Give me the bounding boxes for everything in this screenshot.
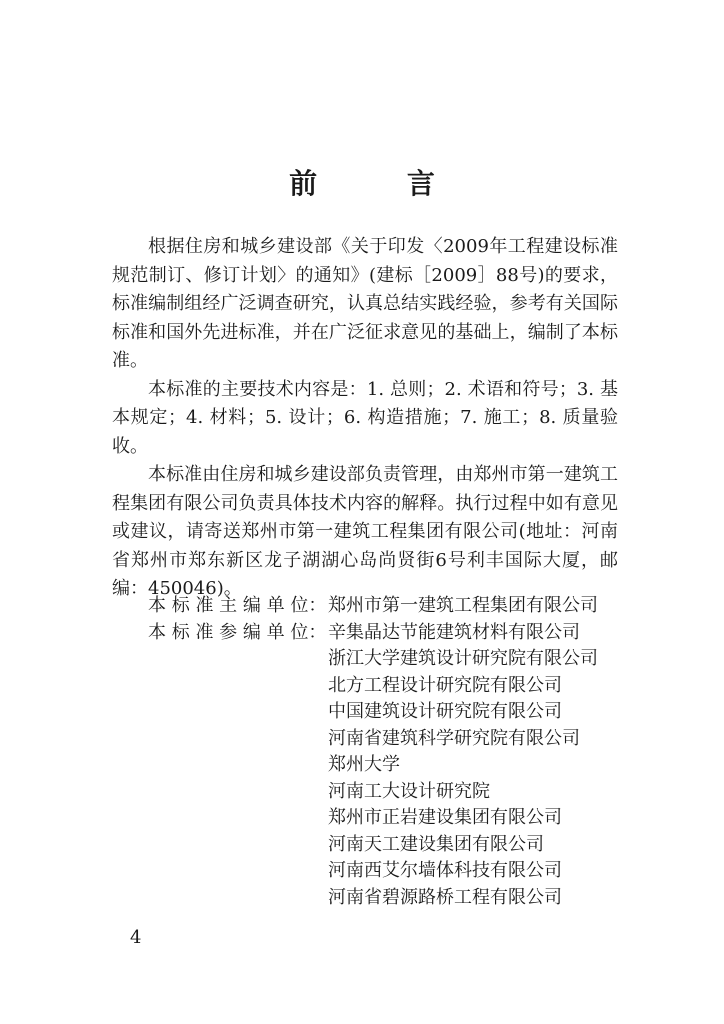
page-number: 4 bbox=[130, 927, 142, 948]
page-title: 前 言 bbox=[289, 167, 475, 200]
participating-units-label: 本 标 准 参 编 单 位： bbox=[148, 621, 327, 643]
participating-units-row bbox=[148, 620, 618, 912]
participating-unit: 北方工程设计研究院有限公司 bbox=[328, 674, 562, 696]
participating-unit: 郑州市正岩建设集团有限公司 bbox=[328, 807, 562, 828]
participating-unit: 辛集晶达节能建筑材料有限公司 bbox=[328, 621, 580, 643]
participating-unit: 河南省建筑科学研究院有限公司 bbox=[328, 727, 580, 749]
participating-unit: 河南西艾尔墙体科技有限公司 bbox=[328, 860, 562, 881]
participating-unit: 河南工大设计研究院 bbox=[328, 780, 490, 802]
chief-unit-name: 郑州市第一建筑工程集团有限公司 bbox=[328, 595, 598, 616]
compiling-units bbox=[148, 593, 618, 911]
chief-unit-label: 本 标 准 主 编 单 位： bbox=[148, 595, 327, 616]
preface-body bbox=[112, 233, 618, 604]
chief-unit-row bbox=[148, 593, 618, 620]
paragraph-management: 本标准由住房和城乡建设部负责管理，由郑州市第一建筑工程集团有限公司负责具体技术内容的解释。执行过程中如有意见或建议，请寄送郑州市第一建筑工程集团有限公司(地址：河南省郑州市郑东新区龙子湖湖心岛尚贤街6号利丰国际大厦，邮编：450046)。 bbox=[112, 464, 618, 599]
paragraph-contents: 本标准的主要技术内容是：1. 总则；2. 术语和符号；3. 基本规定；4. 材料；5. 设计；6. 构造措施；7. 施工；8. 质量验收。 bbox=[112, 378, 618, 457]
participating-unit: 郑州大学 bbox=[328, 754, 400, 775]
participating-unit: 中国建筑设计研究院有限公司 bbox=[328, 701, 562, 722]
paragraph-background: 根据住房和城乡建设部《关于印发〈2009年工程建设标准规范制订、修订计划〉的通知》(建标［2009］88号)的要求，标准编制组经广泛调查研究，认真总结实践经验，参考有关国际标准和国外先进标准，并在广泛征求意见的基础上，编制了本标准。 bbox=[112, 236, 618, 371]
participating-unit: 河南省碧源路桥工程有限公司 bbox=[328, 886, 562, 908]
participating-units-list bbox=[328, 620, 598, 912]
participating-unit: 浙江大学建筑设计研究院有限公司 bbox=[328, 648, 598, 669]
participating-unit: 河南天工建设集团有限公司 bbox=[328, 833, 544, 855]
